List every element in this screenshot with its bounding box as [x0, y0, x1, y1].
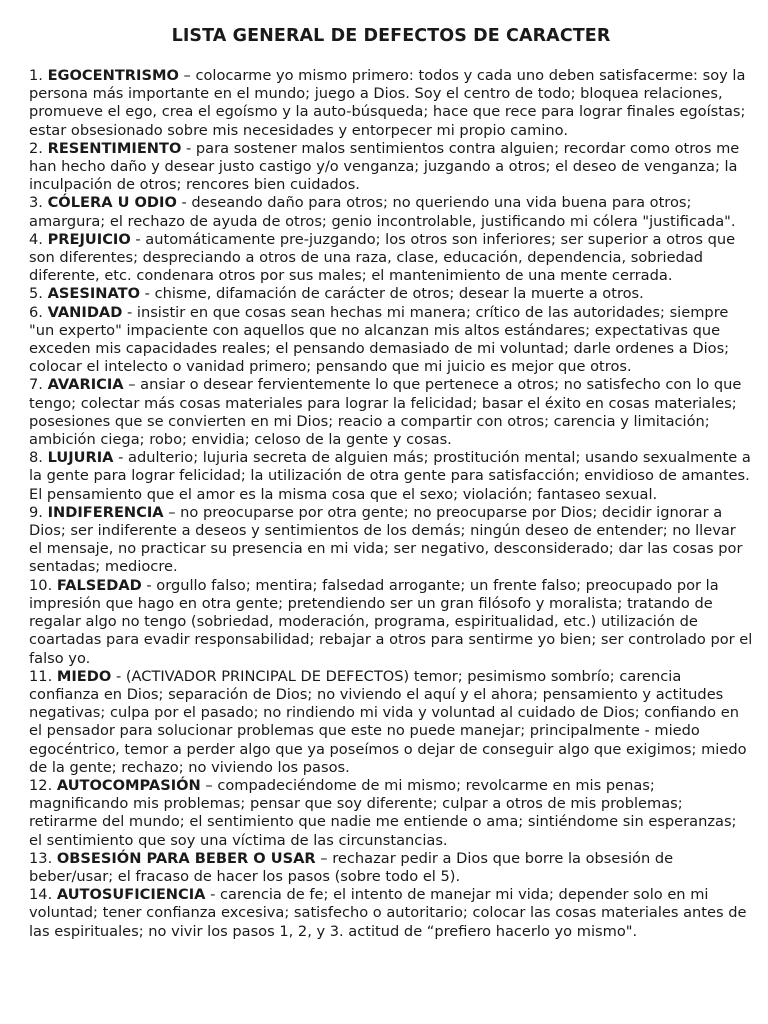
defect-description: - insistir en que cosas sean hechas mi manera; crítico de las autoridades; siempre "un experto" impaciente con aquellos que no alcanzan mis altos estándares; expectativas que exceden mis capacidades reales; el pensando demasiado de mi voluntad; darle ordenes a Dios; colocar el intelecto o vanidad primero; pensando que mi juicio es mejor que otros. [29, 303, 730, 376]
defect-item [29, 577, 753, 668]
defect-description: – compadeciéndome de mi mismo; revolcarme en mis penas; magnificando mis problemas; pensar que soy diferente; culpar a otros de mis problemas; retirarme del mundo; el sentimiento que nadie me entiende o ama; sintiéndome sin esperanzas; el sentimiento que soy una víctima de las circunstancias. [29, 776, 737, 849]
defect-description: - (ACTIVADOR PRINCIPAL DE DEFECTOS) temor; pesimismo sombrío; carencia confianza en Dios; separación de Dios; no viviendo el aquí y el ahora; pensamiento y actitudes negativas; culpa por el pasado; no rindiendo mi vida y voluntad al cuidado de Dios; confiando en el pensador para solucionar problemas que este no puede manejar; principalmente - miedo egocéntrico, temor a perder algo que ya poseímos o dejar de conseguir algo que exigimos; miedo de la gente; rechazo; no viviendo los pasos. [29, 667, 747, 776]
defect-description: – colocarme yo mismo primero: todos y cada uno deben satisfacerme: soy la persona más importante en el mundo; juego a Dios. Soy el centro de todo; bloquea relaciones, promueve el ego, crea el egoísmo y la auto-búsqueda; hace que rece para lograr finales egoístas; estar obsesionado sobre mis necesidades y entorpecer mi propio camino. [29, 67, 746, 139]
defect-name: ASESINATO [47, 285, 141, 303]
defect-description: - para sostener malos sentimientos contra alguien; recordar como otros me han hecho daño y desear justo castigo y/o venganza; juzgando a otros; el deseo de venganza; la inculpación de otros; rencores bien cuidados. [29, 139, 740, 194]
defect-number: 9. [29, 503, 43, 521]
defect-description: - chisme, difamación de carácter de otros; desear la muerte a otros. [140, 285, 644, 303]
defect-name: OBSESIÓN PARA BEBER O USAR [56, 849, 316, 867]
defect-description: - automáticamente pre-juzgando; los otros son inferiores; ser superior a otros que son diferentes; despreciando a otros de una raza, clase, educación, dependencia, sobriedad diferente, etc. condenara otros por sus males; el mantenimiento de una mente cerrada. [29, 230, 736, 285]
defect-description: - carencia de fe; el intento de manejar mi vida; depender solo en mi voluntad; tener confianza excesiva; satisfecho o autoritario; colocar las cosas materiales antes de las espirituales; no vivir los pasos 1, 2, y 3. actitud de “prefiero hacerlo yo mismo". [29, 886, 747, 940]
defect-name: LUJURIA [47, 449, 114, 467]
defect-number: 4. [29, 230, 43, 248]
defect-item [29, 231, 753, 286]
defect-number: 1. [29, 67, 43, 84]
defect-number: 14. [29, 886, 53, 904]
defect-item [29, 850, 753, 886]
defect-item [29, 504, 753, 577]
defect-name: AUTOCOMPASIÓN [56, 776, 201, 794]
defect-name: AVARICIA [47, 376, 124, 394]
defect-number: 10. [29, 576, 53, 594]
defect-number: 11. [29, 667, 53, 685]
defect-number: 2. [29, 139, 43, 157]
document-page [29, 26, 753, 941]
defect-name: RESENTIMIENTO [47, 139, 182, 157]
defect-number: 5. [29, 285, 43, 303]
defect-name: FALSEDAD [56, 576, 142, 594]
defect-item [29, 886, 753, 941]
defect-description: - orgullo falso; mentira; falsedad arrogante; un frente falso; preocupado por la impresión que hago en otra gente; pretendiendo ser un gran filósofo y moralista; tratando de regalar algo no tengo (sobriedad, moderación, programa, espiritualidad, etc.) utilización de coartadas para evadir responsabilidad; rebajar a otros para sentirme yo bien; ser controlado por el falso yo. [29, 576, 753, 667]
defect-item [29, 668, 753, 777]
defect-name: EGOCENTRISMO [47, 67, 179, 84]
defect-number: 12. [29, 776, 53, 794]
defect-item [29, 304, 753, 377]
defect-number: 8. [29, 449, 43, 467]
defect-number: 6. [29, 303, 43, 321]
defect-item [29, 285, 753, 303]
defect-name: INDIFERENCIA [47, 503, 164, 521]
defect-name: AUTOSUFICIENCIA [56, 886, 206, 904]
defect-name: VANIDAD [47, 303, 123, 321]
defect-description: - deseando daño para otros; no queriendo una vida buena para otros; amargura; el rechazo de ayuda de otros; genio incontrolable, justificando mi cólera "justificada". [29, 194, 736, 230]
defect-item [29, 140, 753, 195]
defect-description: - adulterio; lujuria secreta de alguien más; prostitución mental; usando sexualmente a la gente para lograr felicidad; la utilización de otra gente para satisfacción; envidioso de amantes. El pensamiento que el amor es la misma cosa que el sexo; violación; fantaseo sexual. [29, 449, 751, 503]
defect-number: 13. [29, 849, 53, 867]
defect-item [29, 67, 753, 140]
defect-description: – rechazar pedir a Dios que borre la obsesión de beber/usar; el fracaso de hacer los pasos (sobre todo el 5). [29, 849, 674, 885]
defect-item [29, 777, 753, 850]
defect-name: MIEDO [56, 667, 112, 685]
defect-list [29, 67, 753, 941]
defect-item [29, 194, 753, 230]
defect-name: PREJUICIO [47, 230, 131, 248]
defect-description: – no preocuparse por otra gente; no preocuparse por Dios; decidir ignorar a Dios; ser indiferente a deseos y sentimientos de los demás; ningún deseo de entender; no llevar el mensaje, no practicar su presencia en mi vida; ser negativo, desconsiderado; dar las cosas por sentadas; mediocre. [29, 503, 743, 576]
defect-number: 3. [29, 194, 43, 212]
defect-number: 7. [29, 376, 43, 394]
defect-item [29, 449, 753, 504]
defect-description: – ansiar o desear fervientemente lo que pertenece a otros; no satisfecho con lo que tengo; colectar más cosas materiales para lograr la felicidad; basar el éxito en cosas materiales; posesiones que se convierten en mi Dios; reacio a compartir con otros; carencia y limitación; ambición ciega; robo; envidia; celoso de la gente y cosas. [29, 376, 742, 449]
defect-item [29, 376, 753, 449]
defect-name: CÓLERA U ODIO [47, 194, 177, 212]
document-title: LISTA GENERAL DE DEFECTOS DE CARACTER [171, 26, 611, 46]
